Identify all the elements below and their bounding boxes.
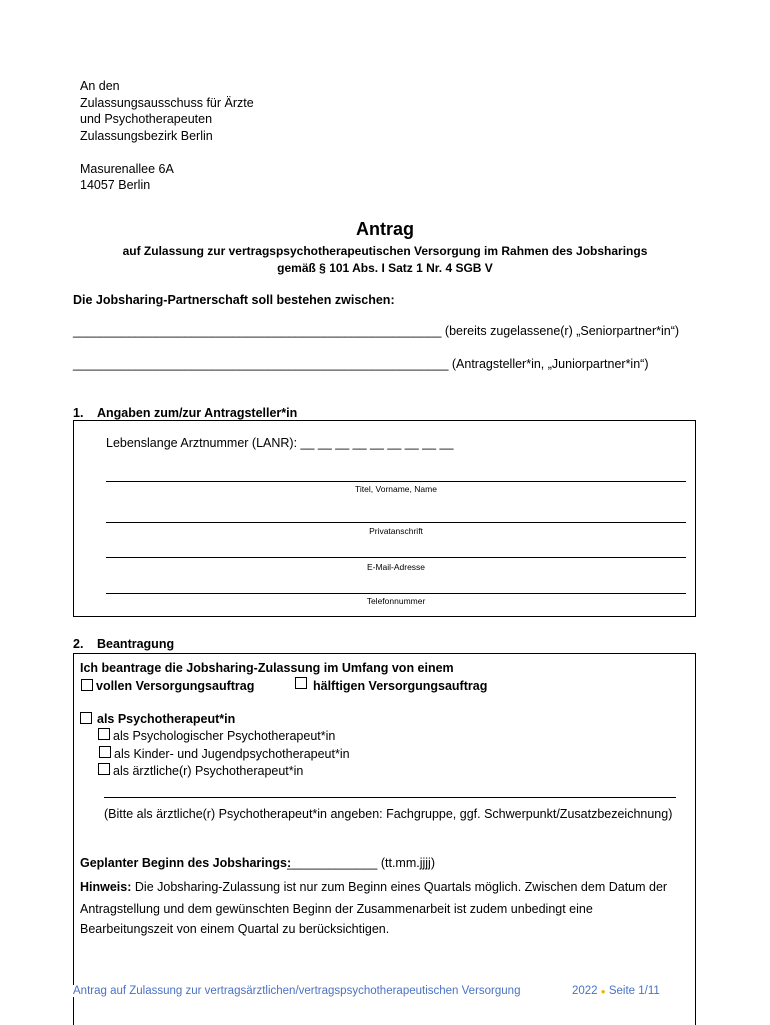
bullet-icon: ●	[600, 987, 606, 996]
section2-number: 2.	[73, 637, 84, 651]
psych-psychotherapist-checkbox[interactable]	[98, 728, 110, 740]
phone-caption: Telefonnummer	[366, 596, 426, 606]
specialty-input-line[interactable]	[104, 797, 676, 798]
name-caption: Titel, Vorname, Name	[355, 484, 437, 494]
address-city: 14057 Berlin	[80, 178, 151, 192]
address-caption: Privatanschrift	[369, 526, 423, 536]
scope-intro: Ich beantrage die Jobsharing-Zulassung im Umfang von einem	[80, 661, 454, 675]
footer-title: Antrag auf Zulassung zur vertragsärztlichen/vertragspsychotherapeutischen Versorgung	[73, 985, 524, 997]
child-psychotherapist-checkbox[interactable]	[99, 746, 111, 758]
legal-reference: gemäß § 101 Abs. I Satz 1 Nr. 4 SGB V	[277, 261, 493, 275]
start-date-field[interactable]: _____________ (tt.mm.jjjj)	[287, 856, 435, 870]
address-input-line[interactable]	[106, 522, 686, 523]
email-input-line[interactable]	[106, 557, 686, 558]
senior-partner-field[interactable]: _____________________________________________________ (bereits zugelassene(r) „Seniorpartner*in“)	[73, 324, 680, 338]
section1-number: 1.	[73, 406, 84, 420]
address-street: Masurenallee 6A	[80, 161, 174, 176]
start-date-label: Geplanter Beginn des Jobsharings:	[80, 856, 292, 870]
hint-line-1: Die Jobsharing-Zulassung ist nur zum Beginn eines Quartals möglich. Zwischen dem Datum der	[134, 880, 668, 894]
child-psychotherapist-label: als Kinder- und Jugendpsychotherapeut*in	[114, 747, 350, 761]
address-line: und Psychotherapeuten	[80, 112, 213, 126]
name-input-line[interactable]	[106, 481, 686, 482]
address-line: Zulassungsbezirk Berlin	[80, 128, 213, 143]
phone-input-line[interactable]	[106, 593, 686, 594]
footer-year: 2022	[572, 985, 598, 997]
address-line: An den	[80, 79, 120, 93]
medical-psychotherapist-label: als ärztliche(r) Psychotherapeut*in	[113, 764, 304, 778]
application-box	[73, 653, 696, 1025]
junior-partner-field[interactable]: ______________________________________________________ (Antragsteller*in, „Juniorpartner*in“)	[73, 357, 649, 371]
full-mandate-checkbox[interactable]	[81, 679, 93, 691]
half-mandate-checkbox[interactable]	[295, 677, 307, 689]
lanr-field[interactable]: Lebenslange Arztnummer (LANR): __ __ __ __ __ __ __ __ __	[106, 436, 454, 450]
email-caption: E-Mail-Adresse	[366, 562, 426, 572]
section2-title: Beantragung	[97, 637, 175, 651]
full-mandate-label: vollen Versorgungsauftrag	[96, 679, 255, 693]
hint-paragraph	[80, 880, 667, 894]
hint-label: Hinweis:	[80, 880, 132, 894]
footer-page-info	[568, 985, 664, 997]
recipient-address	[80, 78, 254, 194]
hint-line-3: Bearbeitungszeit von einem Quartal zu berücksichtigen.	[80, 922, 390, 936]
medical-psychotherapist-checkbox[interactable]	[98, 763, 110, 775]
section1-title: Angaben zum/zur Antragsteller*in	[97, 406, 298, 420]
psych-psychotherapist-label: als Psychologischer Psychotherapeut*in	[113, 729, 336, 743]
partnership-label: Die Jobsharing-Partnerschaft soll bestehen zwischen:	[73, 293, 395, 307]
document-title: Antrag	[356, 219, 414, 239]
footer-page: Seite 1/11	[608, 985, 660, 997]
address-line: Zulassungsausschuss für Ärzte	[80, 95, 254, 110]
specialty-note: (Bitte als ärztliche(r) Psychotherapeut*in angeben: Fachgruppe, ggf. Schwerpunkt/Zusatzbezeichnung)	[104, 807, 673, 821]
document-subtitle: auf Zulassung zur vertragspsychotherapeutischen Versorgung im Rahmen des Jobsharings	[122, 244, 648, 258]
psychotherapist-checkbox[interactable]	[80, 712, 92, 724]
hint-line-2: Antragstellung und dem gewünschten Beginn der Zusammenarbeit ist zudem unbedingt eine	[80, 902, 593, 916]
psychotherapist-label: als Psychotherapeut*in	[97, 712, 236, 726]
half-mandate-label: hälftigen Versorgungsauftrag	[313, 679, 488, 693]
